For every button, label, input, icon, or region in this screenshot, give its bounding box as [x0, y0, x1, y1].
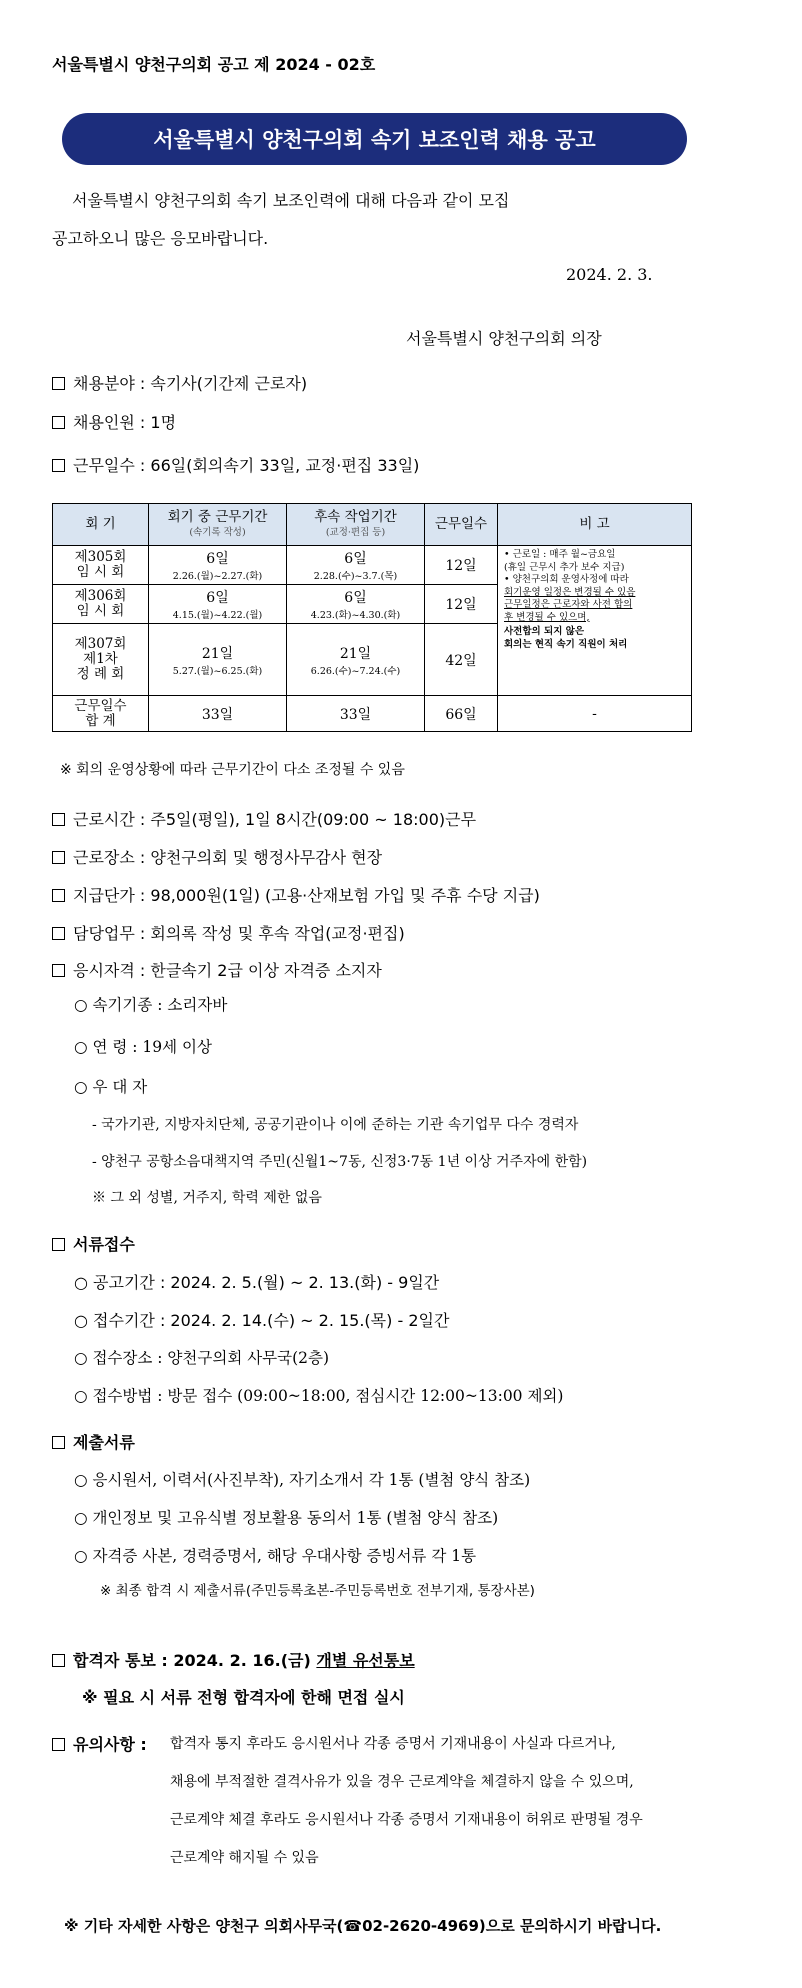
checkbox-icon [52, 1654, 65, 1667]
row-after: 6일 2.28.(수)~3.7.(목) [287, 546, 425, 585]
circle-bullet-icon: ○ [74, 996, 93, 1014]
docs-note: ※ 최종 합격 시 제출서류(주민등록초본-주민등록번호 전부기재, 통장사본) [100, 1583, 535, 1599]
receipt-notice: ○ 공고기간 : 2024. 2. 5.(월) ~ 2. 13.(화) - 9일간 [74, 1273, 440, 1292]
circle-bullet-icon: ○ [74, 1547, 93, 1565]
circle-bullet-icon: ○ [74, 1311, 94, 1330]
cond-place: 근로장소 : 양천구의회 및 행정사무감사 현장 [52, 845, 382, 868]
circle-bullet-icon: ○ [74, 1273, 94, 1292]
item-count: 채용인원 : 1명 [52, 410, 176, 433]
row-during: 6일 4.15.(월)~4.22.(월) [149, 585, 287, 624]
circle-bullet-icon: ○ [74, 1038, 93, 1056]
checkbox-icon [52, 889, 65, 902]
checkbox-icon [52, 377, 65, 390]
docs-item-1: ○ 응시원서, 이력서(사진부착), 자기소개서 각 1통 (별첨 양식 참조) [74, 1471, 531, 1489]
table-header-row [53, 504, 692, 546]
circle-bullet-icon: ○ [74, 1349, 93, 1367]
docs-title: 제출서류 [52, 1430, 135, 1453]
qual-type: ○ 속기기종 : 소리자바 [74, 996, 228, 1014]
header-session: 회 기 [53, 504, 149, 546]
qual-age: ○ 연 령 : 19세 이상 [74, 1038, 212, 1056]
issuer: 서울특별시 양천구의회 의장 [406, 329, 602, 348]
table-sum-row [53, 696, 692, 732]
row-session: 제307회 제1차 정 례 회 [53, 624, 149, 696]
sum-during: 33일 [149, 696, 287, 732]
row-total: 12일 [425, 546, 498, 585]
checkbox-icon [52, 964, 65, 977]
circle-bullet-icon: ○ [74, 1078, 93, 1096]
cond-duty: 담당업무 : 회의록 작성 및 후속 작업(교정·편집) [52, 921, 405, 944]
row-during: 6일 2.26.(월)~2.27.(화) [149, 546, 287, 585]
checkbox-icon [52, 1238, 65, 1251]
docs-item-3: ○ 자격증 사본, 경력증명서, 해당 우대사항 증빙서류 각 1통 [74, 1547, 477, 1565]
intro-line-1: 서울특별시 양천구의회 속기 보조인력에 대해 다음과 같이 모집 [72, 191, 510, 210]
notice-number: 서울특별시 양천구의회 공고 제 2024 - 02호 [52, 55, 376, 74]
row-after: 21일 6.26.(수)~7.24.(수) [287, 624, 425, 696]
checkbox-icon [52, 1436, 65, 1449]
row-session: 제305회 임 시 회 [53, 546, 149, 585]
row-during: 21일 5.27.(월)~6.25.(화) [149, 624, 287, 696]
caution-line-3: 근로계약 체결 후라도 응시원서나 각종 증명서 기재내용이 허위로 판명될 경우 [170, 1812, 643, 1828]
title-banner [62, 113, 687, 165]
checkbox-icon [52, 416, 65, 429]
item-days: 근무일수 : 66일(회의속기 33일, 교정·편집 33일) [52, 453, 419, 476]
result-line: 합격자 통보 : 2024. 2. 16.(금) 개별 유선통보 [52, 1648, 415, 1671]
sum-label: 근무일수 합 계 [53, 696, 149, 732]
cond-qual: 응시자격 : 한글속기 2급 이상 자격증 소지자 [52, 958, 382, 981]
circle-bullet-icon: ○ [74, 1509, 93, 1527]
receipt-place: ○ 접수장소 : 양천구의회 사무국(2층) [74, 1349, 330, 1367]
receipt-title: 서류접수 [52, 1232, 135, 1255]
circle-bullet-icon: ○ [74, 1387, 93, 1405]
pref-note: ※ 그 외 성별, 거주지, 학력 제한 없음 [92, 1190, 322, 1206]
row-after: 6일 4.23.(화)~4.30.(화) [287, 585, 425, 624]
row-total: 12일 [425, 585, 498, 624]
header-remarks: 비 고 [498, 504, 692, 546]
intro-line-2: 공고하오니 많은 응모바랍니다. [52, 229, 269, 248]
header-during: 회기 중 근무기간 (속기록 작성) [149, 504, 287, 546]
pref-line-1: - 국가기관, 지방자치단체, 공공기관이나 이에 준하는 기관 속기업무 다수 경력자 [92, 1117, 579, 1133]
pref-line-2: - 양천구 공항소음대책지역 주민(신월1~7동, 신정3·7동 1년 이상 거주자에 한함) [92, 1154, 588, 1170]
checkbox-icon [52, 851, 65, 864]
receipt-method: ○ 접수방법 : 방문 접수 (09:00~18:00, 점심시간 12:00~13:00 제외) [74, 1387, 564, 1405]
result-method: 개별 유선통보 [316, 1651, 415, 1670]
circle-bullet-icon: ○ [74, 1471, 93, 1489]
item-field: 채용분야 : 속기사(기간제 근로자) [52, 371, 307, 394]
docs-item-2: ○ 개인정보 및 고유식별 정보활용 동의서 1통 (별첨 양식 참조) [74, 1509, 499, 1527]
qual-pref: ○ 우 대 자 [74, 1078, 148, 1096]
caution-label: 유의사항 : [52, 1732, 147, 1755]
receipt-period: ○ 접수기간 : 2024. 2. 14.(수) ~ 2. 15.(목) - 2일간 [74, 1311, 450, 1330]
result-note: ※ 필요 시 서류 전형 합격자에 한해 면접 실시 [82, 1688, 405, 1707]
cond-wage: 지급단가 : 98,000원(1일) (고용·산재보험 가입 및 주휴 수당 지급) [52, 883, 540, 906]
caution-line-2: 채용에 부적절한 결격사유가 있을 경우 근로계약을 체결하지 않을 수 있으며, [170, 1774, 634, 1790]
footer-contact: ※ 기타 자세한 사항은 양천구 의회사무국(☎02-2620-4969)으로 문의하시기 바랍니다. [64, 1917, 662, 1935]
schedule-table [52, 503, 692, 732]
remarks-cell: • 근로일 : 매주 월~금요일 (휴일 근무시 추가 보수 지급) • 양천구의회 운영사정에 따라 회기운영 일정은 변경될 수 있음 근무일정은 근로자와 사전 합의 후 변경될 수 있으며, 사전합의 되지 않은 회의는 현직 속기 직원이 처리 [498, 546, 692, 696]
sum-after: 33일 [287, 696, 425, 732]
row-session: 제306회 임 시 회 [53, 585, 149, 624]
sum-total: 66일 [425, 696, 498, 732]
page-title: 서울특별시 양천구의회 속기 보조인력 채용 공고 [153, 128, 596, 152]
sum-remarks: - [498, 696, 692, 732]
header-days: 근무일수 [425, 504, 498, 546]
table-note: ※ 회의 운영상황에 따라 근무기간이 다소 조정될 수 있음 [60, 762, 405, 778]
row-total: 42일 [425, 624, 498, 696]
checkbox-icon [52, 927, 65, 940]
cond-hours: 근로시간 : 주5일(평일), 1일 8시간(09:00 ~ 18:00)근무 [52, 807, 476, 830]
checkbox-icon [52, 459, 65, 472]
notice-date: 2024. 2. 3. [566, 265, 653, 284]
checkbox-icon [52, 1738, 65, 1751]
checkbox-icon [52, 813, 65, 826]
header-after: 후속 작업기간 (교정·편집 등) [287, 504, 425, 546]
caution-line-4: 근로계약 해지될 수 있음 [170, 1850, 319, 1866]
caution-line-1: 합격자 통지 후라도 응시원서나 각종 증명서 기재내용이 사실과 다르거나, [170, 1736, 616, 1752]
table-row [53, 546, 692, 585]
